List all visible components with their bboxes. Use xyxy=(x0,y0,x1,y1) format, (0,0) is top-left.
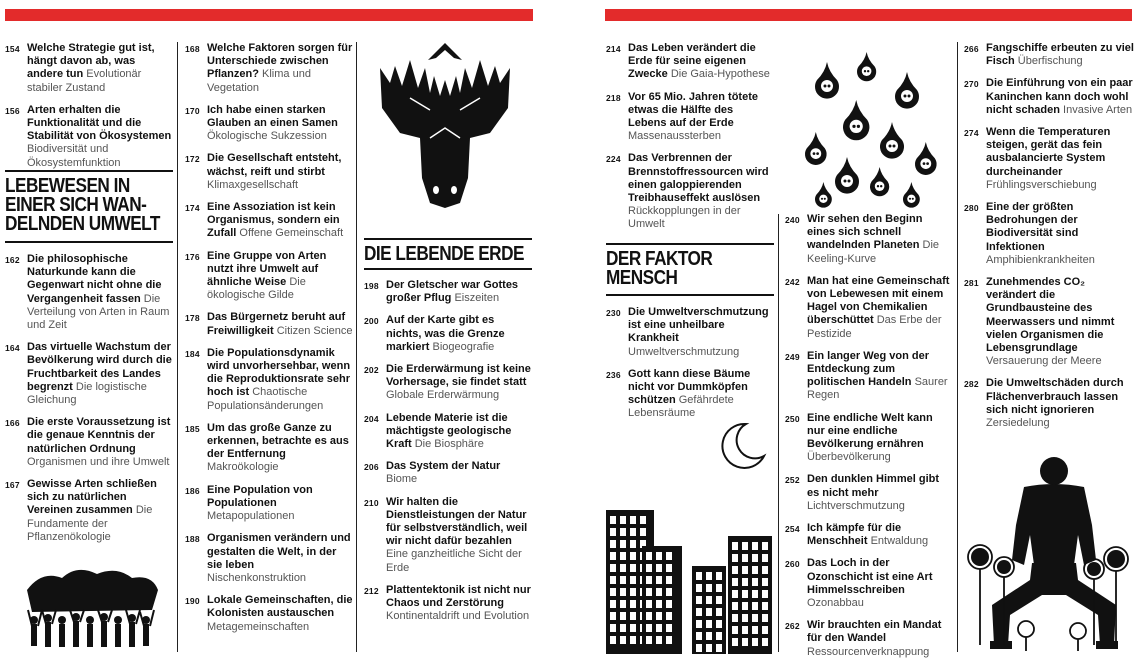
entry-subtitle: Eine ganzheitliche Sicht der Erde xyxy=(386,548,522,574)
entry-title: Das Loch in der Ozonschicht ist eine Art Himmelsschreiben xyxy=(807,557,933,596)
entry-subtitle: Die Gaia-Hypothese xyxy=(670,68,770,81)
entry-title: Ich kämpfe für die Menschheit xyxy=(807,522,902,548)
entry-subtitle: Lichtverschmutzung xyxy=(807,499,905,512)
entry-title: Ich habe einen starken Glauben an einen Samen xyxy=(207,103,338,130)
toc-entry[interactable] xyxy=(185,422,353,475)
entry-subtitle: Eiszeiten xyxy=(454,292,500,305)
page-number: 166 xyxy=(5,418,20,429)
entry-title: Welche Faktoren sorgen für Unterschiede zwischen Pflanzen? xyxy=(207,42,353,81)
column-divider xyxy=(177,42,178,652)
page-number: 206 xyxy=(364,462,379,473)
entry-title: Gott kann diese Bäume nicht vor Dummköpfen schützen xyxy=(628,367,751,407)
skull-drop xyxy=(857,52,876,81)
crowd-holding-land-icon xyxy=(22,560,162,655)
skull-drop xyxy=(915,142,937,175)
page-number: 281 xyxy=(964,278,979,289)
entry-title: Wir sehen den Beginn eines sich schnell wandelnden Planeten xyxy=(807,213,923,252)
page-number: 224 xyxy=(606,154,621,165)
entry-subtitle: Biome xyxy=(386,473,418,486)
page-number: 168 xyxy=(185,44,200,54)
toc-entry[interactable] xyxy=(785,412,953,465)
page-number: 274 xyxy=(964,128,979,139)
toc-entry[interactable] xyxy=(606,42,774,82)
section-rule xyxy=(5,241,173,243)
entry-title: Das virtuelle Wachstum der Bevölkerung wird durch die Fruchtbarkeit des Landes begrenzt xyxy=(27,341,172,393)
entry-title: Lokale Gemeinschaften, die Kolonisten austauschen xyxy=(207,594,353,620)
entry-title: Das Bürgernetz beruht auf Freiwilligkeit xyxy=(207,311,346,337)
page-number: 240 xyxy=(785,215,800,225)
entry-subtitle: Klima und Vegetation xyxy=(207,68,311,94)
entry-title: Die Erderwärmung ist keine Vorhersage, sie findet statt xyxy=(386,363,531,389)
entry-title: Eine Population von Populationen xyxy=(207,483,313,509)
page-number: 198 xyxy=(364,281,379,291)
page-number: 250 xyxy=(785,413,800,424)
toc-column-5 xyxy=(785,213,953,668)
toc-entry[interactable] xyxy=(185,532,353,585)
entry-title: Fangschiffe erbeuten zu viel Fisch xyxy=(986,42,1134,68)
page-number: 218 xyxy=(606,92,621,103)
page-number: 252 xyxy=(785,475,800,486)
section-title-line: LEBEWESEN IN xyxy=(5,175,130,197)
entry-subtitle: Ressourcenverknappung xyxy=(807,645,930,658)
entry-subtitle: Biogeografie xyxy=(432,340,495,353)
entry-title: Das System der Natur xyxy=(386,460,501,473)
entry-title: Man hat eine Gemeinschaft von Lebewesen mit einem Hagel von Chemikalien überschüttet xyxy=(807,274,950,327)
skull-drop xyxy=(805,132,827,165)
entry-subtitle: Umweltverschmutzung xyxy=(628,345,740,358)
entry-title: Gewisse Arten schließen sich zu natürlichen Vereinen zusammen xyxy=(27,478,157,517)
entry-subtitle: Entwaldung xyxy=(870,535,929,548)
toc-column-1b xyxy=(5,253,173,553)
page-number: 204 xyxy=(364,413,379,424)
entry-subtitle: Rückkopplungen in der Umwelt xyxy=(628,205,741,231)
toc-entry[interactable] xyxy=(364,363,532,403)
entry-title: Vor 65 Mio. Jahren tötete etwas die Hälfte des Lebens auf der Erde xyxy=(628,90,758,130)
entry-subtitle: Nischenkonstruktion xyxy=(207,571,307,584)
toc-entry[interactable] xyxy=(785,619,953,659)
toc-entry[interactable] xyxy=(785,213,953,266)
crescent-moon-icon xyxy=(716,420,768,472)
entry-title: Organismen verändern und gestalten die Welt, in der sie leben xyxy=(207,532,351,571)
toc-entry[interactable] xyxy=(185,484,353,524)
entry-title: Die philosophische Naturkunde kann die Gegenwart nicht ohne die Vergangenheit fassen xyxy=(27,253,162,305)
entry-title: Eine der größten Bedrohungen der Biodiversität sind Infektionen xyxy=(986,201,1079,253)
page-number: 212 xyxy=(364,585,379,596)
entry-subtitle: Metagemeinschaften xyxy=(207,620,310,633)
skull-drop xyxy=(815,182,832,208)
entry-subtitle: Die Verteilung von Arten in Raum und Zeit xyxy=(27,292,170,332)
entry-subtitle: Versauerung der Meere xyxy=(986,355,1102,368)
entry-title: Wir brauchten ein Mandat für den Wandel xyxy=(807,619,942,645)
toc-entry[interactable] xyxy=(5,416,173,469)
toc-entry[interactable] xyxy=(364,279,532,305)
toc-entry[interactable] xyxy=(964,126,1134,192)
entry-subtitle: Evolutionär stabiler Zustand xyxy=(27,68,142,94)
entry-title: Auf der Karte gibt es nichts, was die Grenze markiert xyxy=(386,314,505,353)
toc-entry[interactable] xyxy=(185,152,353,192)
entry-title: Das Leben verändert die Erde für seine eigenen Zwecke xyxy=(628,42,756,81)
toc-entry[interactable] xyxy=(185,42,353,95)
skull-drop xyxy=(895,72,919,109)
toc-entry[interactable] xyxy=(185,594,353,634)
entry-title: Eine Assoziation ist kein Organismus, sondern ein Zufall xyxy=(207,201,340,240)
toc-entry[interactable] xyxy=(606,152,774,231)
entry-subtitle: Offene Gemeinschaft xyxy=(239,227,344,240)
toc-entry[interactable] xyxy=(964,42,1134,68)
red-header-bar-right xyxy=(605,9,1132,21)
page-number: 230 xyxy=(606,308,621,318)
section-rule xyxy=(364,238,532,240)
toc-entry[interactable] xyxy=(785,557,953,610)
entry-subtitle: Überbevölkerung xyxy=(807,451,891,464)
page-number: 270 xyxy=(964,79,979,90)
toc-entry[interactable] xyxy=(606,368,774,421)
toc-entry[interactable] xyxy=(364,584,532,624)
entry-title: Den dunklen Himmel gibt es nicht mehr xyxy=(807,473,940,499)
skull-drop xyxy=(815,62,839,99)
toc-entry[interactable] xyxy=(364,314,532,354)
page-number: 262 xyxy=(785,621,800,632)
entry-subtitle: Citizen Science xyxy=(276,324,353,337)
page-number: 185 xyxy=(185,423,200,434)
page-number: 186 xyxy=(185,485,200,496)
city-buildings-icon xyxy=(606,506,776,654)
skull-drops-icon xyxy=(795,42,935,207)
toc-column-3 xyxy=(364,279,532,632)
entry-subtitle: Frühlingsverschiebung xyxy=(986,178,1097,191)
page-number: 172 xyxy=(185,154,200,165)
moose-head-icon xyxy=(370,38,520,208)
toc-entry[interactable] xyxy=(785,350,953,403)
toc-column-4a xyxy=(606,42,774,241)
page-number: 280 xyxy=(964,203,979,214)
toc-entry[interactable] xyxy=(5,341,173,407)
page-number: 282 xyxy=(964,379,979,390)
entry-subtitle: Globale Erderwärmung xyxy=(386,389,500,402)
page-number: 266 xyxy=(964,44,979,54)
entry-title: Ein langer Weg von der Entdeckung zum politischen Handeln xyxy=(807,349,930,389)
section-title-lebende-erde xyxy=(364,245,524,264)
page-number: 164 xyxy=(5,343,20,354)
skull-drop xyxy=(843,100,869,140)
giant-crushing-trees-icon xyxy=(966,455,1132,655)
page-number: 214 xyxy=(606,44,621,54)
entry-title: Welche Strategie gut ist, hängt davon ab, was andere tun xyxy=(27,42,155,81)
entry-subtitle: Amphibienkrankheiten xyxy=(986,253,1095,266)
toc-column-2 xyxy=(185,42,353,643)
toc-entry[interactable] xyxy=(606,91,774,144)
skull-drop xyxy=(880,122,904,159)
entry-subtitle: Metapopulationen xyxy=(207,510,295,523)
entry-subtitle: Invasive Arten xyxy=(1063,103,1133,116)
toc-entry[interactable] xyxy=(964,276,1134,368)
entry-subtitle: Das Erbe der Pestizide xyxy=(807,314,942,340)
entry-subtitle: Die Biosphäre xyxy=(414,438,484,451)
red-header-bar-left xyxy=(5,9,533,21)
toc-entry[interactable] xyxy=(364,496,532,575)
toc-entry[interactable] xyxy=(5,253,173,332)
entry-subtitle: Massenaussterben xyxy=(628,130,721,143)
page-number: 176 xyxy=(185,251,200,262)
page-number: 170 xyxy=(185,105,200,116)
entry-subtitle: Klimaxgesellschaft xyxy=(207,178,299,191)
page-number: 156 xyxy=(5,105,20,116)
toc-entry[interactable] xyxy=(5,104,173,170)
toc-entry[interactable] xyxy=(185,311,353,337)
toc-entry[interactable] xyxy=(185,250,353,303)
entry-title: Wenn die Temperaturen steigen, gerät das fein ausbalancierte System durcheinander xyxy=(986,126,1111,178)
page-number: 174 xyxy=(185,203,200,214)
section-title-lebewesen xyxy=(5,177,160,234)
section-title-line: DELNDEN UMWELT xyxy=(5,213,160,235)
column-divider xyxy=(957,42,958,652)
page-number: 188 xyxy=(185,534,200,545)
page-number: 167 xyxy=(5,480,20,491)
skull-drop xyxy=(903,182,920,208)
column-divider xyxy=(778,214,779,652)
page-number: 249 xyxy=(785,351,800,362)
page-number: 260 xyxy=(785,559,800,570)
entry-title: Eine endliche Welt kann nur eine endliche Bevölkerung ernähren xyxy=(807,411,933,451)
toc-entry[interactable] xyxy=(606,306,774,359)
entry-title: Die Populationsdynamik wird unvorhersehbar, wenn die Reproduktionsrate sehr hoch ist xyxy=(207,346,351,399)
page-number: 178 xyxy=(185,313,200,324)
entry-title: Lebende Materie ist die mächtigste geologische Kraft xyxy=(386,411,512,451)
entry-subtitle: Organismen und ihre Umwelt xyxy=(27,455,170,468)
section-rule xyxy=(5,170,173,172)
toc-entry[interactable] xyxy=(785,275,953,341)
toc-entry[interactable] xyxy=(964,201,1134,267)
entry-title: Plattentektonik ist nicht nur Chaos und Zerstörung xyxy=(386,583,531,610)
page-number: 202 xyxy=(364,365,379,376)
page-number: 242 xyxy=(785,276,800,287)
entry-title: Die erste Voraussetzung ist die genaue Kenntnis der natürlichen Ordnung xyxy=(27,416,171,455)
entry-title: Wir halten die Dienstleistungen der Natur für selbstverständlich, weil wir nicht dafür bezahlen xyxy=(386,495,528,548)
entry-title: Die Gesellschaft entsteht, wächst, reift und stirbt xyxy=(207,152,342,178)
toc-entry[interactable] xyxy=(5,42,173,95)
entry-subtitle: Saurer Regen xyxy=(807,376,948,402)
entry-subtitle: Zersiedelung xyxy=(986,417,1050,430)
entry-subtitle: Gefährdete Lebensräume xyxy=(628,394,734,420)
toc-entry[interactable] xyxy=(185,201,353,241)
entry-subtitle: Die ökologische Gilde xyxy=(207,276,306,302)
page-number: 200 xyxy=(364,316,379,327)
entry-subtitle: Makroökologie xyxy=(207,461,279,474)
page-number: 154 xyxy=(5,44,20,54)
section-rule xyxy=(606,243,774,245)
toc-column-1a xyxy=(5,42,173,179)
section-title-line: EINER SICH WAN- xyxy=(5,194,147,216)
section-title-faktor-mensch xyxy=(606,250,712,288)
entry-title: Zunehmendes CO₂ verändert die Grundbausteine des Meerwassers und nimmt vielen Organismen die Lebensgrundlage xyxy=(986,276,1115,355)
page-number: 190 xyxy=(185,596,200,607)
entry-subtitle: Biodiversität und Ökosystemfunktion xyxy=(27,143,121,169)
toc-column-6 xyxy=(964,42,1134,439)
toc-entry[interactable] xyxy=(964,77,1134,117)
section-title-line: DIE LEBENDE ERDE xyxy=(364,243,524,265)
toc-entry[interactable] xyxy=(964,377,1134,430)
section-rule xyxy=(606,294,774,296)
page-number: 236 xyxy=(606,369,621,380)
section-title-line: DER FAKTOR xyxy=(606,248,713,270)
entry-subtitle: Die Fundamente der Pflanzenökologie xyxy=(27,504,153,543)
entry-title: Der Gletscher war Gottes großer Pflug xyxy=(386,279,519,305)
entry-title: Die Umweltschäden durch Flächenverbrauch lassen sich nicht ignorieren xyxy=(986,377,1124,416)
entry-title: Eine Gruppe von Arten nutzt ihre Umwelt auf ähnliche Weise xyxy=(207,249,327,289)
entry-title: Die Umweltverschmutzung ist eine unheilbare Krankheit xyxy=(628,306,769,345)
entry-title: Die Einführung von ein paar Kaninchen kann doch wohl nicht schaden xyxy=(986,77,1133,116)
skull-drop xyxy=(870,167,889,196)
entry-subtitle: Überfischung xyxy=(1017,55,1083,68)
entry-title: Arten erhalten die Funktionalität und die Stabilität von Ökosystemen xyxy=(27,103,172,143)
column-divider xyxy=(356,42,357,652)
page-number: 210 xyxy=(364,497,379,508)
entry-subtitle: Die logistische Gleichung xyxy=(27,380,147,407)
section-rule xyxy=(364,268,532,270)
toc-entry[interactable] xyxy=(185,104,353,144)
page-number: 184 xyxy=(185,348,200,359)
entry-subtitle: Ozonabbau xyxy=(807,597,864,610)
entry-subtitle: Ökologische Sukzession xyxy=(207,130,327,143)
toc-entry[interactable] xyxy=(185,347,353,413)
skull-drop xyxy=(835,157,859,194)
section-title-line: MENSCH xyxy=(606,267,678,289)
toc-entry[interactable] xyxy=(5,478,173,544)
toc-entry[interactable] xyxy=(785,473,953,513)
toc-entry[interactable] xyxy=(364,460,532,486)
entry-subtitle: Chaotische Populationsänderungen xyxy=(207,386,324,412)
entry-title: Um das große Ganze zu erkennen, betrachte es aus der Entfernung xyxy=(207,421,349,461)
entry-subtitle: Kontinentaldrift und Evolution xyxy=(386,610,530,623)
entry-subtitle: Die Keeling-Kurve xyxy=(807,239,940,265)
page-number: 254 xyxy=(785,524,800,535)
toc-entry[interactable] xyxy=(364,412,532,452)
entry-title: Das Verbrennen der Brennstoffressourcen wird einen galoppierenden Treibhauseffekt auslösen xyxy=(628,152,769,205)
toc-entry[interactable] xyxy=(785,522,953,548)
page-number: 162 xyxy=(5,255,20,265)
toc-column-4b xyxy=(606,306,774,430)
